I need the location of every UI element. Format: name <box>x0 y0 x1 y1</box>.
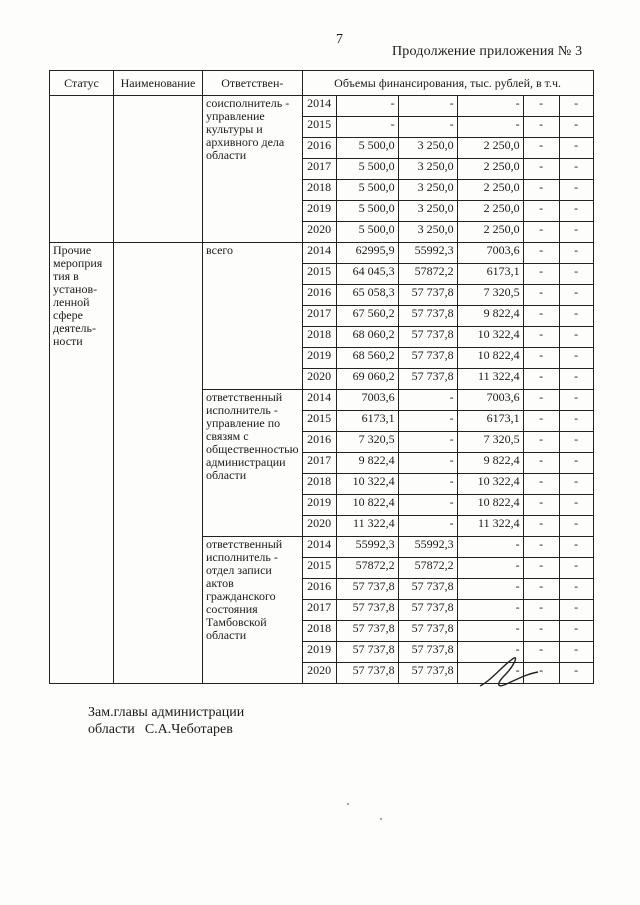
value-cell: 57 737,8 <box>398 663 457 684</box>
year-cell: 2015 <box>302 411 336 432</box>
value-cell: - <box>559 159 593 180</box>
value-cell: - <box>523 453 559 474</box>
total-cell: 57872,2 <box>336 558 398 579</box>
value-cell: 57 737,8 <box>398 348 457 369</box>
total-cell: 62995,9 <box>336 243 398 264</box>
value-cell: 7 320,5 <box>457 285 523 306</box>
funding-table <box>49 70 594 684</box>
value-cell: - <box>398 432 457 453</box>
name-cell <box>114 243 203 684</box>
total-cell: 5 500,0 <box>336 180 398 201</box>
total-cell: 57 737,8 <box>336 600 398 621</box>
year-cell: 2016 <box>302 432 336 453</box>
total-cell: 10 322,4 <box>336 474 398 495</box>
value-cell: 2 250,0 <box>457 159 523 180</box>
value-cell: - <box>559 180 593 201</box>
value-cell: - <box>457 579 523 600</box>
value-cell: 2 250,0 <box>457 201 523 222</box>
total-cell: 57 737,8 <box>336 579 398 600</box>
responsible-cell: ответственный исполнитель - отдел записи актов гражданского состояния Тамбовской области <box>203 537 303 684</box>
year-cell: 2016 <box>302 285 336 306</box>
value-cell: - <box>559 411 593 432</box>
year-cell: 2020 <box>302 663 336 684</box>
value-cell: - <box>398 453 457 474</box>
value-cell: - <box>523 495 559 516</box>
value-cell: - <box>559 138 593 159</box>
year-cell: 2018 <box>302 621 336 642</box>
value-cell: 57 737,8 <box>398 642 457 663</box>
value-cell: - <box>559 663 593 684</box>
value-cell: - <box>559 579 593 600</box>
year-cell: 2018 <box>302 180 336 201</box>
year-cell: 2014 <box>302 96 336 117</box>
value-cell: 57 737,8 <box>398 306 457 327</box>
value-cell: - <box>523 600 559 621</box>
value-cell: - <box>559 432 593 453</box>
value-cell: 9 822,4 <box>457 453 523 474</box>
value-cell: - <box>523 558 559 579</box>
value-cell: - <box>523 222 559 243</box>
value-cell: - <box>559 642 593 663</box>
table-body <box>50 96 594 684</box>
value-cell: - <box>523 159 559 180</box>
year-cell: 2014 <box>302 537 336 558</box>
total-cell: 5 500,0 <box>336 201 398 222</box>
value-cell: - <box>398 96 457 117</box>
value-cell: - <box>398 516 457 537</box>
value-cell: - <box>523 348 559 369</box>
value-cell: - <box>559 621 593 642</box>
responsible-cell: соисполнитель - управление культуры и архивного дела области <box>203 96 303 243</box>
year-cell: 2016 <box>302 579 336 600</box>
column-header-name: Наименование <box>114 71 203 96</box>
signature-scribble <box>474 652 544 692</box>
total-cell: 9 822,4 <box>336 453 398 474</box>
year-cell: 2020 <box>302 516 336 537</box>
value-cell: 10 822,4 <box>457 495 523 516</box>
total-cell: 5 500,0 <box>336 138 398 159</box>
total-cell: 5 500,0 <box>336 222 398 243</box>
value-cell: - <box>457 600 523 621</box>
value-cell: 55992,3 <box>398 537 457 558</box>
table-row <box>50 243 594 264</box>
funding-table-wrap <box>49 70 594 684</box>
value-cell: - <box>398 495 457 516</box>
total-cell: 57 737,8 <box>336 621 398 642</box>
signature-name: С.А.Чеботарев <box>144 722 233 737</box>
value-cell: - <box>523 621 559 642</box>
value-cell: - <box>559 537 593 558</box>
value-cell: - <box>559 516 593 537</box>
responsible-cell: ответственный исполнитель - управление по связям с общественностью администрации области <box>203 390 303 537</box>
year-cell: 2014 <box>302 243 336 264</box>
value-cell: 7 320,5 <box>457 432 523 453</box>
signature-region: области <box>88 722 135 737</box>
value-cell: 10 322,4 <box>457 474 523 495</box>
year-cell: 2019 <box>302 495 336 516</box>
value-cell: 11 322,4 <box>457 516 523 537</box>
value-cell: - <box>559 390 593 411</box>
value-cell: - <box>523 327 559 348</box>
value-cell: 9 822,4 <box>457 306 523 327</box>
value-cell: - <box>523 579 559 600</box>
value-cell: 11 322,4 <box>457 369 523 390</box>
total-cell: - <box>336 117 398 138</box>
value-cell: - <box>559 327 593 348</box>
value-cell: - <box>523 411 559 432</box>
value-cell: - <box>559 222 593 243</box>
value-cell: - <box>523 201 559 222</box>
value-cell: 3 250,0 <box>398 138 457 159</box>
value-cell: - <box>523 390 559 411</box>
value-cell: - <box>457 663 523 684</box>
total-cell: 11 322,4 <box>336 516 398 537</box>
value-cell: - <box>559 495 593 516</box>
value-cell: 10 822,4 <box>457 348 523 369</box>
value-cell: - <box>559 369 593 390</box>
value-cell: - <box>457 642 523 663</box>
total-cell: 7 320,5 <box>336 432 398 453</box>
signature-block <box>88 704 244 738</box>
year-cell: 2019 <box>302 348 336 369</box>
value-cell: - <box>523 474 559 495</box>
page-number: 7 <box>336 32 343 47</box>
value-cell: - <box>398 390 457 411</box>
total-cell: 7003,6 <box>336 390 398 411</box>
value-cell: - <box>559 96 593 117</box>
value-cell: - <box>457 96 523 117</box>
value-cell: 2 250,0 <box>457 138 523 159</box>
value-cell: - <box>523 285 559 306</box>
total-cell: - <box>336 96 398 117</box>
value-cell: - <box>523 138 559 159</box>
value-cell: 3 250,0 <box>398 201 457 222</box>
year-cell: 2017 <box>302 600 336 621</box>
scan-speck <box>380 818 382 820</box>
value-cell: 3 250,0 <box>398 180 457 201</box>
value-cell: - <box>523 432 559 453</box>
year-cell: 2017 <box>302 159 336 180</box>
value-cell: - <box>559 243 593 264</box>
year-cell: 2020 <box>302 222 336 243</box>
value-cell: - <box>523 117 559 138</box>
value-cell: 7003,6 <box>457 390 523 411</box>
value-cell: 57 737,8 <box>398 327 457 348</box>
total-cell: 57 737,8 <box>336 642 398 663</box>
appendix-title: Продолжение приложения № 3 <box>392 44 583 59</box>
value-cell: 6173,1 <box>457 264 523 285</box>
total-cell: 65 058,3 <box>336 285 398 306</box>
year-cell: 2015 <box>302 558 336 579</box>
year-cell: 2015 <box>302 117 336 138</box>
value-cell: - <box>559 285 593 306</box>
value-cell: 10 322,4 <box>457 327 523 348</box>
value-cell: - <box>457 558 523 579</box>
total-cell: 67 560,2 <box>336 306 398 327</box>
total-cell: 10 822,4 <box>336 495 398 516</box>
value-cell: - <box>457 117 523 138</box>
table-header-row <box>50 71 594 96</box>
value-cell: 57872,2 <box>398 558 457 579</box>
value-cell: - <box>559 348 593 369</box>
column-header-responsible: Ответствен- <box>203 71 303 96</box>
value-cell: - <box>398 411 457 432</box>
table-row <box>50 96 594 117</box>
value-cell: - <box>398 474 457 495</box>
year-cell: 2019 <box>302 201 336 222</box>
value-cell: - <box>457 537 523 558</box>
scan-speck <box>347 803 349 805</box>
total-cell: 68 060,2 <box>336 327 398 348</box>
value-cell: - <box>559 600 593 621</box>
total-cell: 64 045,3 <box>336 264 398 285</box>
total-cell: 69 060,2 <box>336 369 398 390</box>
value-cell: 3 250,0 <box>398 159 457 180</box>
value-cell: - <box>457 621 523 642</box>
value-cell: 7003,6 <box>457 243 523 264</box>
year-cell: 2017 <box>302 306 336 327</box>
value-cell: - <box>559 117 593 138</box>
status-cell <box>50 96 114 243</box>
value-cell: - <box>523 180 559 201</box>
value-cell: 57 737,8 <box>398 369 457 390</box>
column-header-funding: Объемы финансирования, тыс. рублей, в т.ч. <box>302 71 593 96</box>
value-cell: 57 737,8 <box>398 621 457 642</box>
value-cell: - <box>523 516 559 537</box>
value-cell: - <box>559 306 593 327</box>
total-cell: 6173,1 <box>336 411 398 432</box>
year-cell: 2018 <box>302 474 336 495</box>
value-cell: - <box>398 117 457 138</box>
value-cell: - <box>523 642 559 663</box>
value-cell: 55992,3 <box>398 243 457 264</box>
total-cell: 68 560,2 <box>336 348 398 369</box>
value-cell: 57 737,8 <box>398 285 457 306</box>
value-cell: - <box>523 537 559 558</box>
year-cell: 2017 <box>302 453 336 474</box>
value-cell: 57872,2 <box>398 264 457 285</box>
year-cell: 2020 <box>302 369 336 390</box>
total-cell: 57 737,8 <box>336 663 398 684</box>
year-cell: 2015 <box>302 264 336 285</box>
value-cell: - <box>559 474 593 495</box>
status-cell: Прочие мероприя тия в установ- ленной сфере деятель- ности <box>50 243 114 684</box>
year-cell: 2018 <box>302 327 336 348</box>
value-cell: - <box>523 264 559 285</box>
value-cell: 57 737,8 <box>398 579 457 600</box>
value-cell: - <box>559 558 593 579</box>
value-cell: - <box>523 663 559 684</box>
value-cell: - <box>559 201 593 222</box>
value-cell: - <box>523 243 559 264</box>
signature-position: Зам.главы администрации <box>88 705 245 720</box>
value-cell: - <box>523 306 559 327</box>
signature-line-2 <box>88 721 244 738</box>
value-cell: 6173,1 <box>457 411 523 432</box>
value-cell: - <box>559 264 593 285</box>
year-cell: 2014 <box>302 390 336 411</box>
value-cell: 2 250,0 <box>457 180 523 201</box>
value-cell: 57 737,8 <box>398 600 457 621</box>
column-header-status: Статус <box>50 71 114 96</box>
value-cell: - <box>523 96 559 117</box>
value-cell: - <box>523 369 559 390</box>
value-cell: - <box>559 453 593 474</box>
total-cell: 55992,3 <box>336 537 398 558</box>
value-cell: 2 250,0 <box>457 222 523 243</box>
responsible-cell: всего <box>203 243 303 390</box>
total-cell: 5 500,0 <box>336 159 398 180</box>
value-cell: 3 250,0 <box>398 222 457 243</box>
year-cell: 2016 <box>302 138 336 159</box>
name-cell <box>114 96 203 243</box>
year-cell: 2019 <box>302 642 336 663</box>
